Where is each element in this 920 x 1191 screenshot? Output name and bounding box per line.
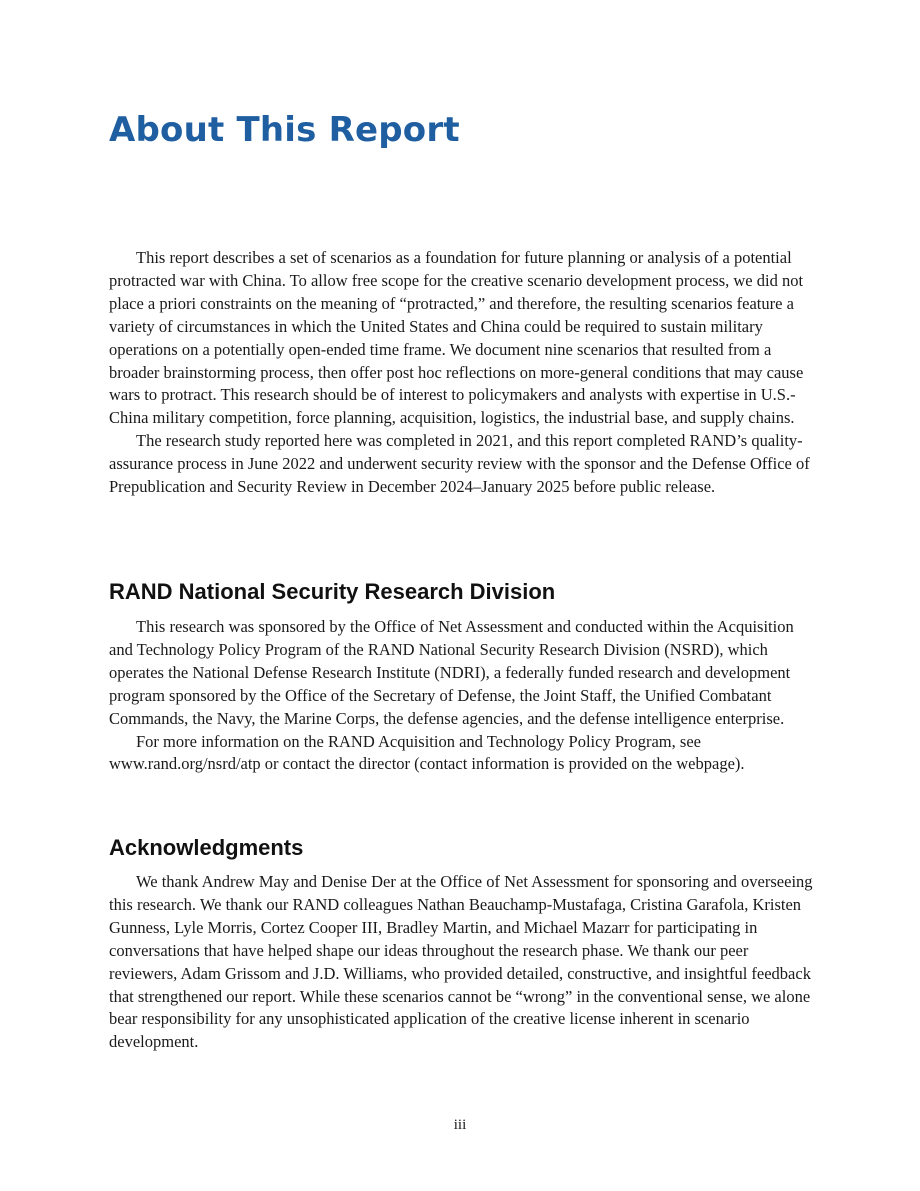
page-number: iii xyxy=(453,1117,467,1133)
nsrd-heading: RAND National Security Research Division xyxy=(109,579,556,604)
acknowledgments-heading: Acknowledgments xyxy=(109,835,304,860)
acknowledgments-paragraph: We thank Andrew May and Denise Der at the Office of Net Assessment for sponsoring and overseeing this research. We thank our RAND colleagues Nathan Beauchamp-Mustafaga, Cristina Garafola, Kristen Gunness, Lyle Morris, Cortez Cooper III, Bradley Martin, and Michael Mazarr for participating in conversations that have helped shape our ideas throughout the research phase. We thank our peer reviewers, Adam Grissom and J.D. Williams, who provided detailed, constructive, and insightful feedback that strengthened our report. While these scenarios cannot be “wrong” in the conventional sense, we alone bear responsibility for any unsophisticated application of the creative license inherent in scenario development. xyxy=(109,872,813,1052)
intro-paragraph: The research study reported here was completed in 2021, and this report completed RAND’s quality-assurance process in June 2022 and underwent security review with the sponsor and the Defense Office of Prepublication and Security Review in December 2024–January 2025 before public release. xyxy=(109,431,810,497)
intro-section xyxy=(109,247,813,499)
nsrd-paragraph: For more information on the RAND Acquisition and Technology Policy Program, see www.rand.org/nsrd/atp or contact the director (contact information is provided on the webpage). xyxy=(109,731,745,774)
acknowledgments-section xyxy=(109,871,813,1054)
nsrd-section xyxy=(109,616,813,776)
intro-paragraph: This report describes a set of scenarios as a foundation for future planning or analysis of a potential protracted war with China. To allow free scope for the creative scenario development process, we did not place a priori constraints on the meaning of “protracted,” and therefore, the resulting scenarios feature a variety of circumstances in which the United States and China could be required to sustain military operations on a potentially open-ended time frame. We document nine scenarios that resulted from a broader brainstorming process, then offer post hoc reflections on more-general conditions that may cause wars to protract. This research should be of interest to policymakers and analysts with expertise in U.S.-China military competition, force planning, acquisition, logistics, the industrial base, and supply chains. xyxy=(109,248,804,428)
nsrd-paragraph: This research was sponsored by the Office of Net Assessment and conducted within the Acquisition and Technology Policy Program of the RAND National Security Research Division (NSRD), which operates the National Defense Research Institute (NDRI), a federally funded research and development program sponsored by the Office of the Secretary of Defense, the Joint Staff, the Unified Combatant Commands, the Navy, the Marine Corps, the defense agencies, and the defense intelligence enterprise. xyxy=(109,617,794,728)
page-title: About This Report xyxy=(109,110,460,150)
